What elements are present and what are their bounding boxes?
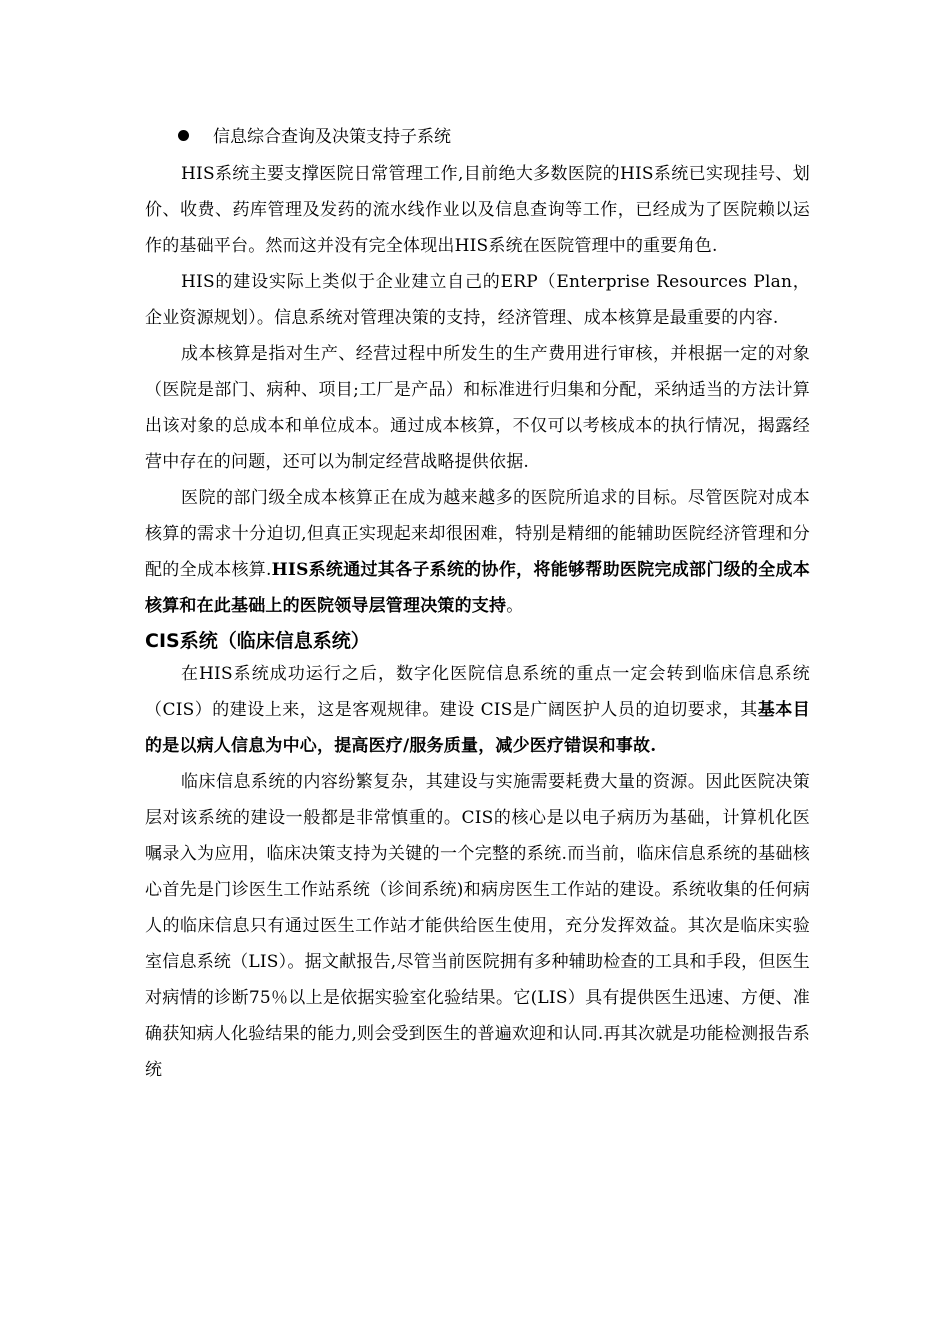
paragraph-his-overview: HIS系统主要支撑医院日常管理工作,目前绝大多数医院的HIS系统已实现挂号、划价、收费、药库管理及发药的流水线作业以及信息查询等工作，已经成为了医院赖以运作的基础平台。然而这并没有完全体现出HIS系统在医院管理中的重要角色. xyxy=(145,164,810,256)
paragraph-normal-text: 医院的部门级全成本核算正在成为越来越多的医院所追求的目标。尽管医院对成本核算的需求十分迫切,但真正实现起来却很困难，特别是精细的能辅助医院经济管理和分配的全成本核算. xyxy=(145,488,810,580)
bullet-list-item xyxy=(145,118,810,156)
section-heading-cis: CIS系统（临床信息系统） xyxy=(145,630,370,652)
paragraph-cis-intro xyxy=(145,656,810,764)
paragraph-cost-accounting: 成本核算是指对生产、经营过程中所发生的生产费用进行审核，并根据一定的对象（医院是部门、病种、项目;工厂是产品）和标准进行归集和分配，采纳适当的方法计算出该对象的总成本和单位成本。通过成本核算，不仅可以考核成本的执行情况，揭露经营中存在的问题，还可以为制定经营战略提供依据. xyxy=(145,344,810,472)
paragraph-bold-text: 基本目的是以病人信息为中心，提高医疗/服务质量，减少医疗错误和事故. xyxy=(145,700,810,756)
paragraph-normal-text: 在HIS系统成功运行之后，数字化医院信息系统的重点一定会转到临床信息系统（CIS）的建设上来，这是客观规律。建设 CIS是广阔医护人员的迫切要求，其 xyxy=(145,664,810,720)
document-body xyxy=(145,118,810,1088)
bullet-dot-icon xyxy=(178,130,189,141)
paragraph-full-cost-accounting xyxy=(145,480,810,624)
paragraph-his-erp: HIS的建设实际上类似于企业建立自己的ERP（Enterprise Resources Plan，企业资源规划）。信息系统对管理决策的支持，经济管理、成本核算是最重要的内容. xyxy=(145,272,810,328)
paragraph-bold-text: HIS系统通过其各子系统的协作，将能够帮助医院完成部门级的全成本核算和在此基础上的医院领导层管理决策的支持 xyxy=(145,560,810,616)
paragraph-end-text: 。 xyxy=(506,596,524,616)
bullet-item-text: 信息综合查询及决策支持子系统 xyxy=(213,127,451,147)
paragraph-cis-content: 临床信息系统的内容纷繁复杂，其建设与实施需要耗费大量的资源。因此医院决策层对该系统的建设一般都是非常慎重的。CIS的核心是以电子病历为基础，计算机化医嘱录入为应用，临床决策支持为关键的一个完整的系统.而当前，临床信息系统的基础核心首先是门诊医生工作站系统（诊间系统)和病房医生工作站的建设。系统收集的任何病人的临床信息只有通过医生工作站才能供给医生使用，充分发挥效益。其次是临床实验室信息系统（LIS）。据文献报告,尽管当前医院拥有多种辅助检查的工具和手段，但医生对病情的诊断75％以上是依据实验室化验结果。它(LIS）具有提供医生迅速、方便、准确获知病人化验结果的能力,则会受到医生的普遍欢迎和认同.再其次就是功能检测报告系统 xyxy=(145,772,810,1080)
